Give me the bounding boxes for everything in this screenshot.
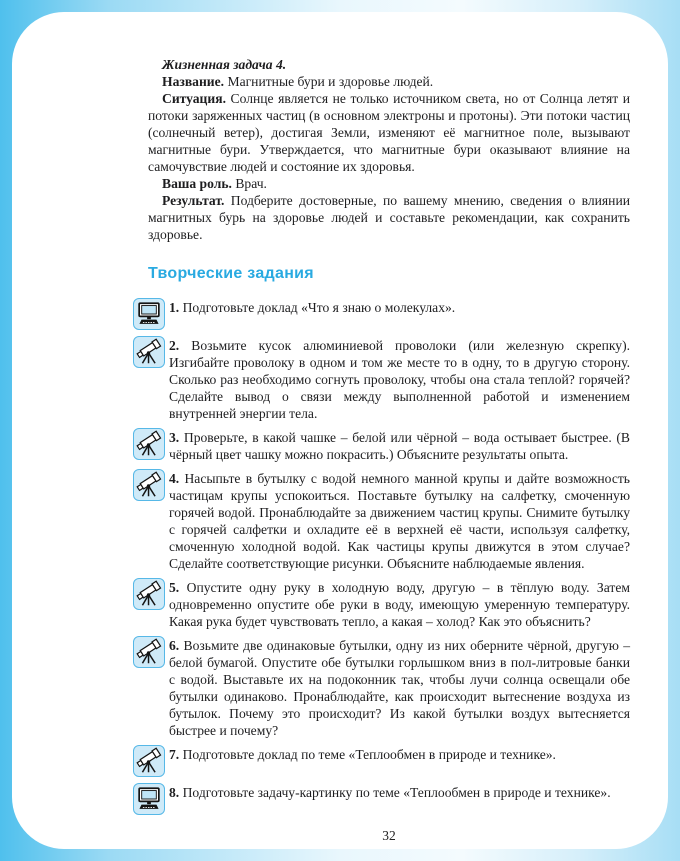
task-item <box>133 578 630 630</box>
paragraph-label: Ситуация. <box>162 91 226 106</box>
task-number: 6. <box>169 638 180 653</box>
page-content <box>12 12 668 844</box>
paragraph <box>148 192 630 243</box>
task-number: 8. <box>169 785 180 800</box>
telescope-icon <box>133 578 165 610</box>
paragraph-text: Врач. <box>235 176 267 191</box>
task-body: Подготовьте доклад по теме «Теплообмен в природе и технике». <box>182 747 556 762</box>
paragraph-label: Ваша роль. <box>162 176 232 191</box>
task-text <box>169 745 630 763</box>
task-number: 3. <box>169 430 180 445</box>
life-task-section <box>148 56 630 243</box>
task-text <box>169 298 630 316</box>
task-item <box>133 298 630 330</box>
task-item <box>133 469 630 572</box>
task-number: 1. <box>169 300 180 315</box>
task-text <box>169 578 630 630</box>
telescope-icon <box>133 745 165 777</box>
section-title: Творческие задания <box>148 265 314 282</box>
task-item <box>133 745 630 777</box>
task-number: 5. <box>169 580 180 595</box>
task-number: 7. <box>169 747 180 762</box>
task-text <box>169 636 630 739</box>
task-item <box>133 636 630 739</box>
computer-icon <box>133 298 165 330</box>
paragraph-text: Подберите достоверные, по вашему мнению, сведения о влиянии магнитных бурь на здоровье людей и составьте рекомендации, как сохранить здоровье. <box>148 193 630 242</box>
task-item <box>133 428 630 463</box>
task-body: Возьмите кусок алюминиевой проволоки (или железную скрепку). Изгибайте проволоку в одном и том же месте то в одну, то в другую сторону. Сколько раз необходимо согнуть проволоку, чтобы она стала теплой? горячей? Сделайте вывод о связи между выполненной работой и изменением внутренней энергии тела. <box>169 338 630 421</box>
task-item <box>133 783 630 815</box>
paragraph <box>148 73 630 90</box>
paragraph <box>148 175 630 192</box>
task-body: Подготовьте задачу-картинку по теме «Теплообмен в природе и технике». <box>182 785 611 800</box>
paragraph-text: Солнце является не только источником света, но от Солнца летят и потоки заряженных частиц (в основном электроны и протоны). Эти потоки частиц (солнечный ветер), достигая Земли, изменяют её магнитное поле, вызывают магнитные бури. Утверждается, что магнитные бури оказывают влияние на самочувствие людей и состояние их здоровья. <box>148 91 630 174</box>
task-item <box>133 336 630 422</box>
page-number: 32 <box>382 828 396 843</box>
task-body: Возьмите две одинаковые бутылки, одну из них оберните чёрной, другую – белой бумагой. Опустите обе бутылки горлышком вниз в пол-литровые банки с водой. Выставьте их на подоконник так, чтобы лучи солнца освещали обе бутылки одинаково. Пронаблюдайте, как происходит вытеснение воздуха из бутылок. Почему это происходит? Из какой бутылки воздух вытесняется быстрее и почему? <box>169 638 630 738</box>
task-text <box>169 336 630 422</box>
telescope-icon <box>133 428 165 460</box>
life-task-title: Жизненная задача 4. <box>162 57 287 72</box>
task-text <box>169 469 630 572</box>
task-number: 2. <box>169 338 180 353</box>
paragraph <box>148 90 630 175</box>
task-body: Проверьте, в какой чашке – белой или чёрной – вода остывает быстрее. (В чёрный цвет чашку можно покрасить.) Объясните результаты опыта. <box>169 430 630 462</box>
telescope-icon <box>133 636 165 668</box>
telescope-icon <box>133 469 165 501</box>
task-text <box>169 783 630 801</box>
task-text <box>169 428 630 463</box>
task-body: Подготовьте доклад «Что я знаю о молекулах». <box>182 300 456 315</box>
task-body: Насыпьте в бутылку с водой немного манной крупы и дайте возможность частицам крупы успокоиться. Поставьте бутылку на салфетку, смоченную горячей водой. Пронаблюдайте за движением частиц крупы. Снимите бутылку с горячей салфетки и охладите её в верхней её части, используя салфетку, смоченную холодной водой. Как частицы крупы движутся в этом случае? Сделайте соответствующие рисунки. Объясните наблюдаемые явления. <box>169 471 630 571</box>
task-body: Опустите одну руку в холодную воду, другую – в тёплую воду. Затем одновременно опустите обе руки в воду, имеющую умеренную температуру. Какая рука будет чувствовать тепло, а какая – холод? Как это объяснить? <box>169 580 631 629</box>
task-number: 4. <box>169 471 180 486</box>
book-page <box>12 12 668 849</box>
telescope-icon <box>133 336 165 368</box>
computer-icon <box>133 783 165 815</box>
paragraph-label: Название. <box>162 74 225 89</box>
tasks-list <box>133 298 630 815</box>
paragraph-text: Магнитные бури и здоровье людей. <box>227 74 434 89</box>
paragraph-label: Результат. <box>162 193 225 208</box>
